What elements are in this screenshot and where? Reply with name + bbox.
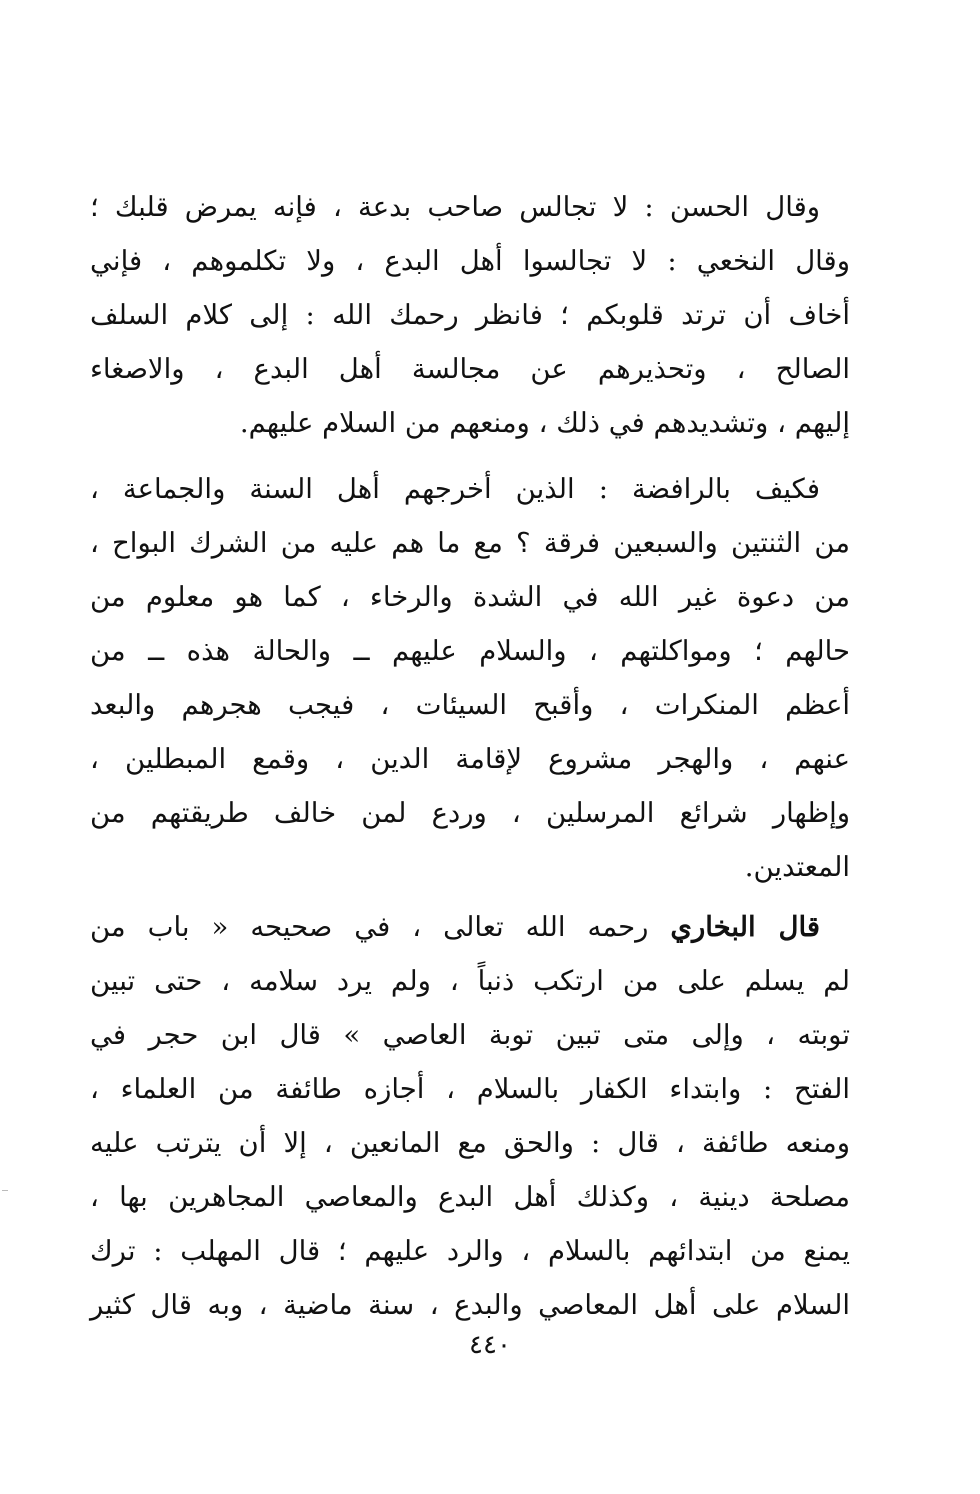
text-line: الصالح ، وتحذيرهم عن مجالسة أهل البدع ، والاصغاء xyxy=(90,353,850,385)
text-line: المعتدين. xyxy=(744,851,850,883)
text-line: يمنع من ابتدائهم بالسلام ، والرد عليهم ؛ قال المهلب : ترك xyxy=(90,1235,850,1267)
paragraph-rafida xyxy=(90,462,850,894)
text-line: وقال الحسن : لا تجالس صاحب بدعة ، فإنه يمرض قلبك ؛ xyxy=(90,191,820,223)
text-line: من الثنتين والسبعين فرقة ؟ مع ما هم عليه من الشرك البواح ، xyxy=(90,527,850,559)
scan-edge-mark xyxy=(2,1190,8,1191)
paragraph-hasan-nakhai xyxy=(90,180,850,450)
text-line: ومنعه طائفة ، قال : والحق مع المانعين ، إلا أن يترتب عليه xyxy=(90,1127,850,1159)
text-line: إليهم ، وتشديدهم في ذلك ، ومنعهم من السلام عليهم. xyxy=(239,407,850,439)
text-line: الفتح : وابتداء الكفار بالسلام ، أجازه طائفة من العلماء ، xyxy=(90,1073,850,1105)
text-line: حالهم ؛ ومواكلتهم ، والسلام عليهم ــ والحالة هذه ــ من xyxy=(90,635,850,667)
text-line: لم يسلم على من ارتكب ذنباً ، ولم يرد سلامه ، حتى تبين xyxy=(90,965,850,997)
text-line: عنهم ، والهجر مشروع لإقامة الدين ، وقمع المبطلين ، xyxy=(90,743,850,775)
text-line: مصلحة دينية ، وكذلك أهل البدع والمعاصي المجاهرين بها ، xyxy=(90,1181,850,1213)
text-line-rest: رحمه الله تعالى ، في صحيحه « باب من xyxy=(90,911,671,943)
page-number: ٤٤٠ xyxy=(469,1330,511,1360)
text-line: وإظهار شرائع المرسلين ، وردع لمن خالف طريقتهم من xyxy=(90,797,850,829)
text-line: أعظم المنكرات ، وأقبح السيئات ، فيجب هجرهم والبعد xyxy=(90,689,850,721)
text-line: أخاف أن ترتد قلوبكم ؛ فانظر رحمك الله : إلى كلام السلف xyxy=(90,299,850,331)
text-line: السلام على أهل المعاصي والبدع ، سنة ماضية ، وبه قال كثير xyxy=(90,1289,850,1321)
text-line xyxy=(90,900,850,954)
paragraph-bukhari xyxy=(90,900,850,1332)
text-line: توبته ، وإلى متى تبين توبة العاصي » قال ابن حجر في xyxy=(90,1019,850,1051)
text-line: فكيف بالرافضة : الذين أخرجهم أهل السنة والجماعة ، xyxy=(90,473,820,505)
text-line: وقال النخعي : لا تجالسوا أهل البدع ، ولا تكلموهم ، فإني xyxy=(90,245,850,277)
text-line: من دعوة غير الله في الشدة والرخاء ، كما هو معلوم من xyxy=(90,581,850,613)
bukhari-name: قال البخاري xyxy=(670,911,820,943)
